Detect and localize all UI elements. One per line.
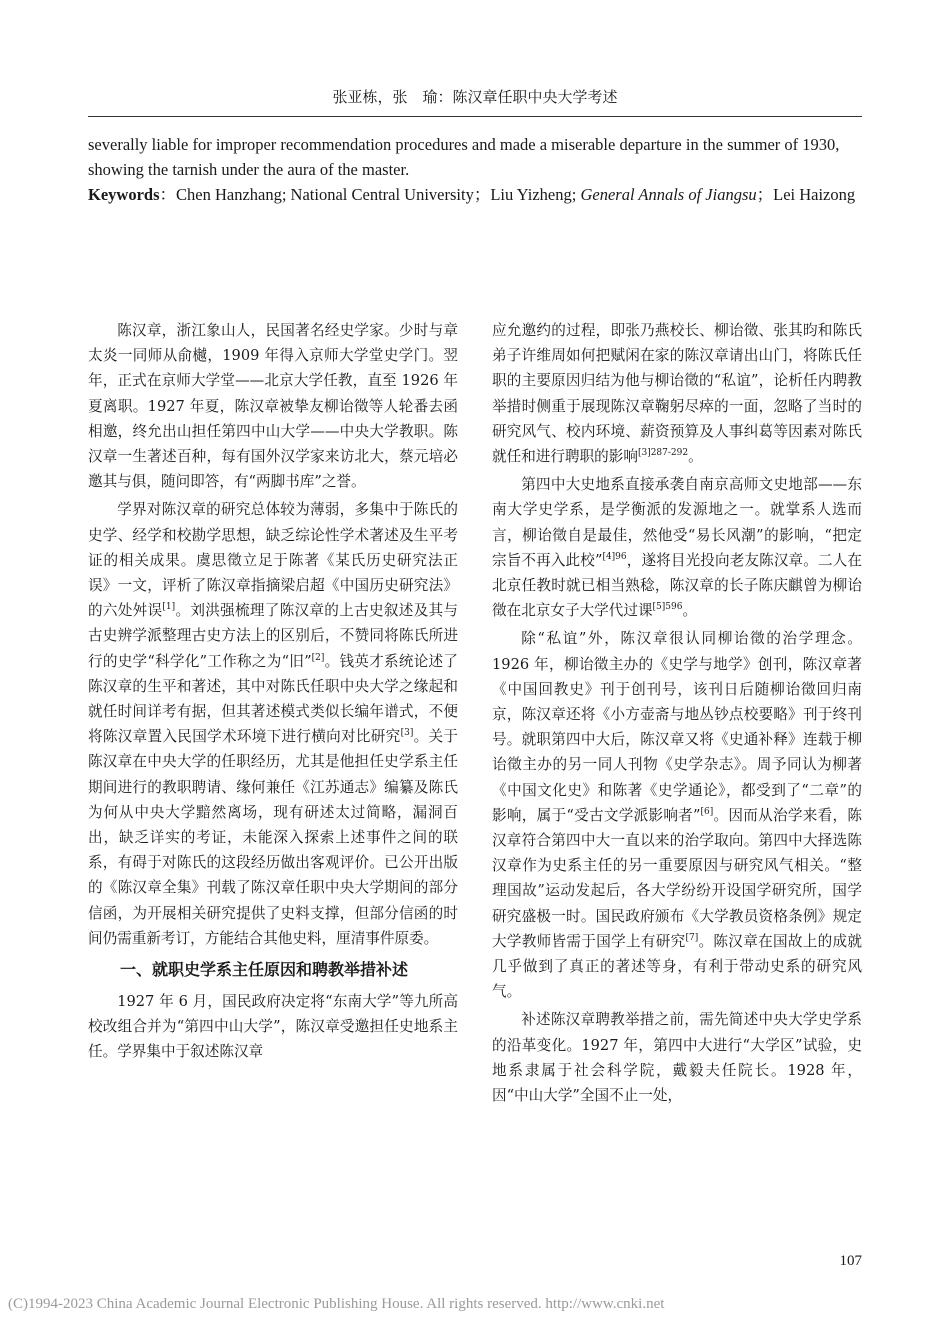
- left-p2-text-a: 学界对陈汉章的研究总体较为薄弱，多集中于陈氏的史学、经学和校勘学思想，缺乏综论性学术著述及生平考证的相关成果。虞思徵立足于陈著《某氏历史研究法正误》一文，评析了陈汉章指摘梁启超《中国历史研究法》的六处舛误: [88, 501, 458, 620]
- abstract-text: severally liable for improper recommendation procedures and made a miserable departure in the summer of 1930, showing the tarnish under the aura of the master.: [88, 135, 840, 179]
- left-paragraph-1: 陈汉章，浙江象山人，民国著名经史学家。少时与章太炎一同师从俞樾，1909 年得入京师大学堂史学门。翌年，正式在京师大学堂——北京大学任教，直至 1926 年夏离职。1927 年夏，陈汉章被挚友柳诒徵等人轮番去函相邀，终允出山担任第四中山大学——中央大学教职。陈汉章一生著述百种，每有国外汉学家来访北大，蔡元培必邀其与俱，随问即答，有“两脚书库”之誉。: [88, 322, 458, 491]
- left-p2-text-b: 。刘洪强梳理了陈汉章的上古史叙述及其与古史辨学派整理古史方法上的区别后，不赞同将陈氏所进行的史学“科学化”工作称之为“旧”: [88, 602, 458, 670]
- running-header: 张亚栋，张 瑜：陈汉章任职中央大学考述: [332, 88, 618, 106]
- right-p3-text-c: 。陈汉章在国故上的成就几乎做到了真正的著述等身，有利于带动史系的研究风气。: [492, 932, 862, 1001]
- left-paragraph-3: 1927 年 6 月，国民政府决定将“东南大学”等九所高校改组合并为“第四中山大学”，陈汉章受邀担任史地系主任。学界集中于叙述陈汉章: [88, 993, 458, 1061]
- keywords-label: Keywords: [88, 185, 160, 204]
- section-heading: 一、就职史学系主任原因和聘教举措补述: [120, 960, 409, 980]
- right-paragraph-2: [492, 472, 862, 623]
- copyright-footer: (C)1994-2023 China Academic Journal Electronic Publishing House. All rights reserved. http://www.cnki.net: [8, 1296, 665, 1312]
- right-p3-text-b: 。因而从治学来看，陈汉章符合第四中大一直以来的治学取向。第四中大择选陈汉章作为史系主任的另一重要原因与研究风气相关。“整理国故”运动发起后，各大学纷纷开设国学研究所，国学研究盛极一时。国民政府颁布《大学教员资格条例》规定大学教师皆需于国学上有研究: [492, 806, 862, 950]
- citation-3-pages: [3]287-292: [637, 448, 689, 459]
- keywords-separator: ：: [159, 185, 176, 204]
- keywords-italic: General Annals of Jiangsu: [580, 185, 757, 204]
- keywords-line: [88, 182, 862, 207]
- citation-3: [3]: [400, 728, 414, 739]
- left-p2-text-d: 。关于陈汉章在中央大学的任职经历，尤其是他担任史学系主任期间进行的教职聘请、缘何兼任《江苏通志》编纂及陈氏为何从中央大学黯然离场，现有研述太过简略，漏洞百出，缺乏详实的考证，未能深入探索上述事件之间的联系，有碍于对陈氏的这段经历做出客观评价。已公开出版的《陈汉章全集》刊载了陈汉章任职中央大学期间的部分信函，为开展相关研究提供了史料支撑，但部分信函的时间仍需重新考订，方能结合其他史料，厘清事件原委。: [88, 728, 458, 947]
- abstract-block: [88, 132, 862, 207]
- right-p1-end: 。: [688, 448, 703, 466]
- citation-7: [7]: [685, 933, 699, 944]
- citation-4: [4]96: [602, 551, 627, 562]
- right-paragraph-1: [492, 318, 862, 469]
- right-p2-text-a: 第四中大史地系直接承袭自南京高师文史地部——东南大学史学系，是学衡派的发源地之一。就掌系人选而言，柳诒徵自是最佳，然他受“易长风潮”的影响，“把定宗旨不再入此校”: [492, 476, 862, 569]
- header-rule: [88, 116, 862, 117]
- left-p2-text-c: 。钱英才系统论述了陈汉章的生平和著述，其中对陈氏任职中央大学之缘起和就任时间详考有据，但其著述模式类似长编年谱式，不便将陈汉章置入民国学术环境下进行横向对比研究: [88, 652, 458, 746]
- right-p2-text-b: ，遂将目光投向老友陈汉章。二人在北京任教时就已相当熟稔，陈汉章的长子陈庆麒曾为柳诒徵在北京女子大学代过课: [492, 551, 862, 620]
- right-paragraph-3: [492, 626, 862, 1004]
- right-p1-text: 应允邀约的过程，即张乃燕校长、柳诒徵、张其昀和陈氏弟子许维周如何把赋闲在家的陈汉章请出山门，将陈氏任职的主要原因归结为他与柳诒徵的“私谊”，论析任内聘教举措时侧重于展现陈汉章鞠躬尽瘁的一面，忽略了当时的研究风气、校内环境、薪资预算及人事纠葛等因素对陈氏就任和进行聘职的影响: [492, 322, 862, 466]
- citation-5: [5]596: [652, 602, 683, 613]
- citation-1: [1]: [162, 602, 176, 613]
- page-number: 107: [839, 1253, 862, 1269]
- right-paragraph-4: 补述陈汉章聘教举措之前，需先简述中央大学史学系的沿革变化。1927 年，第四中大进行“大学区”试验，史地系隶属于社会科学院，戴毅夫任院长。1928 年，因“中山大学”全国不止一处，: [492, 1011, 862, 1105]
- keywords-part2: ；Lei Haizong: [756, 185, 856, 204]
- right-column: [492, 318, 862, 1111]
- left-column: [88, 318, 458, 1068]
- citation-6: [6]: [700, 807, 714, 817]
- citation-2: [2]: [311, 652, 325, 663]
- left-paragraph-2: [88, 497, 458, 951]
- keywords-part1: Chen Hanzhang; National Central University；Liu Yizheng;: [176, 185, 581, 204]
- right-p2-end: 。: [682, 602, 698, 620]
- right-p3-text-a: 除“私谊”外，陈汉章很认同柳诒徵的治学理念。1926 年，柳诒徵主办的《史学与地学》创刊，陈汉章著《中国回教史》刊于创刊号，该刊日后随柳诒徵回归南京，陈汉章还将《小方壶斋与地丛钞点校要略》刊于终刊号。就职第四中大后，陈汉章又将《史通补释》连载于柳诒徵主办的另一同人刊物《史学杂志》。周予同认为柳著《中国文化史》和陈著《史学通论》，都受到了“二章”的影响，属于“受古文学派影响者”: [492, 630, 862, 824]
